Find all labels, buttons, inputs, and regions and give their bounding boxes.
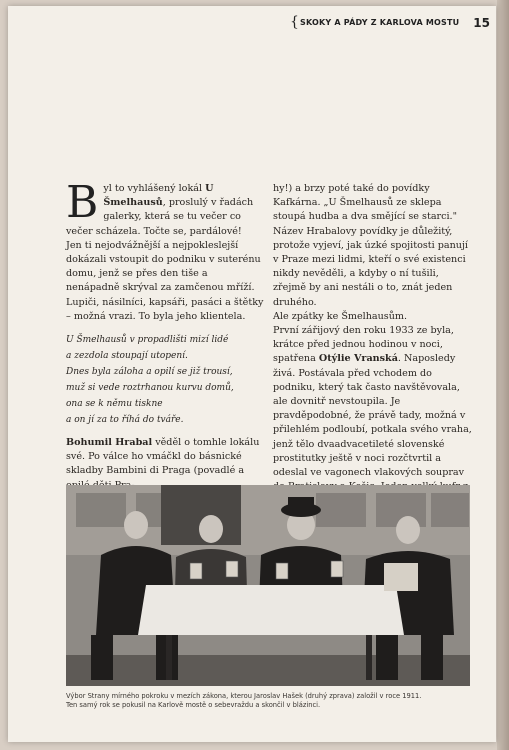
historical-photo (66, 485, 470, 686)
header-brace: { (290, 14, 299, 30)
page-number: 15 (473, 16, 490, 30)
poem-line: a on jí za to říhá do tváře. (66, 415, 184, 426)
left-column (66, 177, 264, 493)
p3-bold: Bohumil Hrabal (66, 437, 153, 449)
photo-illustration (66, 485, 470, 686)
poem-quote (66, 332, 264, 428)
poem-line: ona se k němu tiskne (66, 399, 163, 410)
paragraph-2: Jen ti nejodvážnější a nejpokleslejší dokázali vstoupit do podniku v suterénu domu, jenž se přes den tiše a nenápadně skrýval za zamčenou mříží. Lupiči, násilníci, kapsáři, pasáci a štětky – možná vrazi. To byla jeho klientela. (66, 239, 264, 322)
p1-rest: , proslulý v řadách galerky, která se tu večer co večer scházela. Točte se, pardálové! (66, 197, 254, 237)
book-spine-shadow (497, 0, 509, 750)
p1-bold: U Šmelhausů (103, 183, 214, 209)
chapter-title: SKOKY A PÁDY Z KARLOVA MOSTU (300, 18, 460, 27)
paragraph-r3: Ale zpátky ke Šmelhausům. (273, 310, 408, 322)
r4-rest: . Naposledy živá. Postávala před vchodem do podniku, který tak často navštěvovala, ale dovnitř nevstoupila. Je pravděpodobné, že právě tady, možná v přilehlém podloubí, potkala svého vraha, jenž tělo dvaadvacetileté slovenské prostitutky ještě v noci rozčtvrtil a odeslal ve vagonech vlakových souprav (273, 353, 472, 479)
poem-line: muž si vede roztrhanou kurvu domů, (66, 383, 234, 394)
drop-cap: B (66, 177, 99, 228)
r4-start: První zářijový den roku 1933 ze byla, krátce před jednou hodinou v noci, spatřena (273, 325, 454, 365)
poem-line: Dnes byla záloha a opilí se již trousí, (66, 367, 233, 378)
photo-caption (66, 692, 470, 711)
r4-bold: Otýlie Vranská (318, 353, 398, 365)
paragraph-r2: Název Hrabalovy povídky je důležitý, protože vyjeví, jak úzké spojitosti panují v Praze mezi lidmi, kteří o své existenci nikdy nevěděli, a kdyby o ní tušili, zřejmě by ani nestáli o to, znát jeden druhého. (273, 225, 468, 308)
poem-line: a zezdola stoupají utopení. (66, 351, 188, 362)
running-header (290, 16, 490, 36)
p3-rest: věděl o tomhle lokálu své. Po válce ho vmáčkl do básnické skladby Bambini di Praga (povadlé a (66, 437, 260, 477)
paragraph-1 (66, 177, 264, 239)
caption-line-2: Ten samý rok se pokusil na Karlově mostě o sebevraždu a skončil v blázinci. (66, 701, 321, 710)
caption-line-1: Výbor Strany mírného pokroku v mezích zákona, kterou Jaroslav Hašek (druhý zprava) založil v roce 1911. (66, 692, 422, 700)
paragraph-r1: hy!) a brzy poté také do povídky Kafkárna. „U Šmelhausů ze sklepa stoupá hudba a dva smějící se starci." (273, 183, 458, 223)
paragraph-r4 (273, 324, 473, 509)
poem-line: U Šmelhausů v propadlišti mizí lidé (66, 335, 229, 346)
right-column (273, 182, 473, 509)
p1-start: yl to vyhlášený lokál (103, 183, 206, 194)
